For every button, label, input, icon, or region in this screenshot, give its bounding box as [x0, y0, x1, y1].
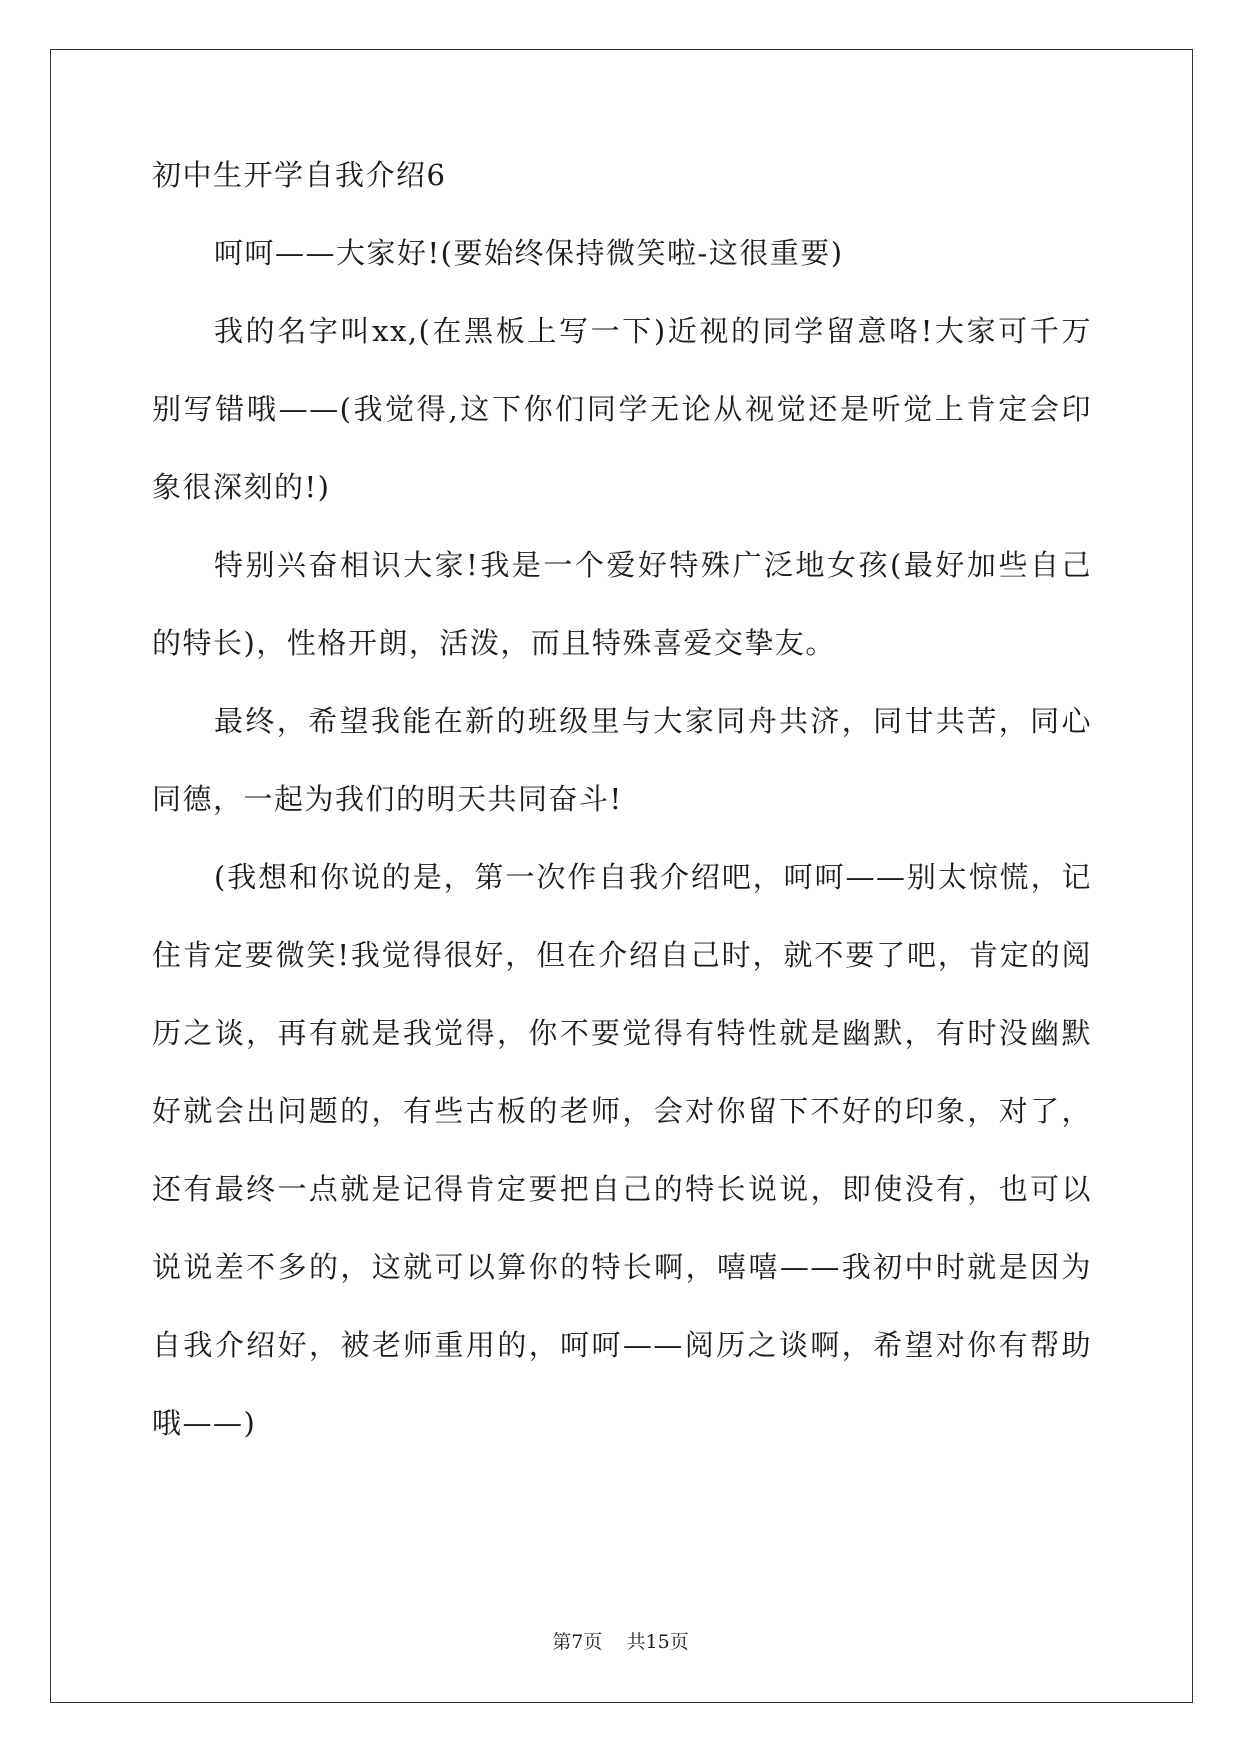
paragraph-line: 最终，希望我能在新的班级里与大家同舟共济，同甘共苦，同心 — [214, 704, 1092, 738]
paragraph-4 — [152, 706, 1092, 862]
paragraph-line: 自我介绍好，被老师重用的，呵呵——阅历之谈啊，希望对你有帮助 — [152, 1328, 1092, 1362]
paragraph-5 — [152, 862, 1092, 1486]
paragraph-3 — [152, 550, 1092, 706]
paragraph-line: 我的名字叫xx,(在黑板上写一下)近视的同学留意咯!大家可千万 — [214, 314, 1092, 348]
paragraph-line: 同德，一起为我们的明天共同奋斗! — [152, 782, 623, 816]
paragraph-1 — [152, 238, 1092, 316]
footer-spacer — [602, 1631, 626, 1653]
paragraph-line: 历之谈，再有就是我觉得，你不要觉得有特性就是幽默，有时没幽默 — [152, 1016, 1092, 1050]
paragraph-2 — [152, 316, 1092, 550]
paragraph-line: 说说差不多的，这就可以算你的特长啊，嘻嘻——我初中时就是因为 — [152, 1250, 1092, 1284]
paragraph-line: 别写错哦——(我觉得,这下你们同学无论从视觉还是听觉上肯定会印 — [152, 392, 1092, 426]
paragraph-line: 呵呵——大家好!(要始终保持微笑啦-这很重要) — [214, 236, 844, 270]
paragraph-line: 特别兴奋相识大家!我是一个爱好特殊广泛地女孩(最好加些自己 — [214, 548, 1092, 582]
paragraph-line: 哦——) — [152, 1406, 257, 1440]
paragraph-line: 住肯定要微笑!我觉得很好，但在介绍自己时，就不要了吧，肯定的阅 — [152, 938, 1092, 972]
page-total: 共15页 — [626, 1631, 689, 1653]
paragraph-line: 的特长)，性格开朗，活泼，而且特殊喜爱交挚友。 — [152, 626, 836, 660]
page-footer — [0, 1630, 1241, 1654]
paragraph-line: (我想和你说的是，第一次作自我介绍吧，呵呵——别太惊慌，记 — [214, 860, 1092, 894]
document-title: 初中生开学自我介绍6 — [152, 158, 447, 192]
paragraph-line: 还有最终一点就是记得肯定要把自己的特长说说，即使没有，也可以 — [152, 1172, 1092, 1206]
document-body — [152, 160, 1092, 1486]
page-number: 第7页 — [552, 1631, 603, 1653]
paragraph-line: 好就会出问题的，有些古板的老师，会对你留下不好的印象，对了， — [152, 1094, 1092, 1128]
paragraph-line: 象很深刻的!) — [152, 470, 331, 504]
